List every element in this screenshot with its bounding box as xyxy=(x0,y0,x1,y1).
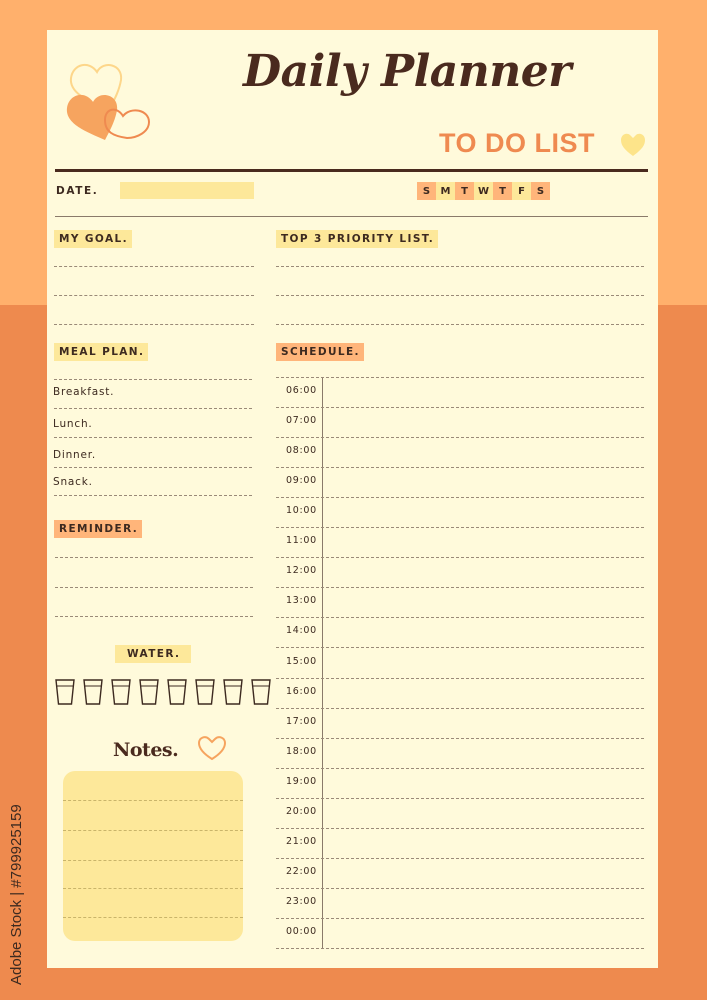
schedule-slot[interactable] xyxy=(323,527,644,557)
heart-icon xyxy=(620,132,646,158)
day-thursday[interactable]: T xyxy=(493,182,512,200)
schedule-slot[interactable] xyxy=(323,798,644,828)
schedule-slot[interactable] xyxy=(323,888,644,918)
day-tuesday[interactable]: T xyxy=(455,182,474,200)
page-subtitle: TO DO LIST xyxy=(439,128,596,158)
schedule-time: 12:00 xyxy=(286,565,317,576)
water-glass-icon[interactable] xyxy=(250,678,272,706)
notes-line xyxy=(63,888,243,889)
schedule-time: 10:00 xyxy=(286,505,317,516)
schedule-time: 17:00 xyxy=(286,716,317,727)
weekday-selector xyxy=(417,182,550,200)
water-glass-icon[interactable] xyxy=(82,678,104,706)
schedule-slot[interactable] xyxy=(323,407,644,437)
schedule-time: 18:00 xyxy=(286,746,317,757)
schedule-time: 08:00 xyxy=(286,445,317,456)
schedule-slot[interactable] xyxy=(323,858,644,888)
meal-line xyxy=(54,379,252,380)
meal-breakfast: Breakfast. xyxy=(53,386,115,398)
water-glass-icon[interactable] xyxy=(138,678,160,706)
date-label: DATE. xyxy=(56,185,99,197)
schedule-slot[interactable] xyxy=(323,708,644,738)
schedule-slot[interactable] xyxy=(323,918,644,948)
notes-line xyxy=(63,830,243,831)
goal-line[interactable] xyxy=(54,295,254,296)
schedule-slot[interactable] xyxy=(323,647,644,677)
schedule-time: 06:00 xyxy=(286,385,317,396)
meal-dinner: Dinner. xyxy=(53,449,97,461)
schedule-slot[interactable] xyxy=(323,617,644,647)
my-goal-label: MY GOAL. xyxy=(54,230,132,248)
page-title: Daily Planner xyxy=(243,46,571,97)
reminder-line[interactable] xyxy=(55,616,253,617)
schedule-slot[interactable] xyxy=(323,497,644,527)
schedule-time: 13:00 xyxy=(286,595,317,606)
priority-line[interactable] xyxy=(276,324,644,325)
meal-line[interactable] xyxy=(54,495,252,496)
heart-outline-icon xyxy=(197,734,227,762)
reminder-label: REMINDER. xyxy=(54,520,142,538)
schedule-label: SCHEDULE. xyxy=(276,343,364,361)
header-divider xyxy=(55,169,648,172)
schedule-time: 16:00 xyxy=(286,686,317,697)
schedule-time: 19:00 xyxy=(286,776,317,787)
water-glass-icon[interactable] xyxy=(222,678,244,706)
hearts-decoration-icon xyxy=(61,58,153,144)
day-saturday[interactable]: S xyxy=(531,182,550,200)
schedule-slot[interactable] xyxy=(323,587,644,617)
goal-line[interactable] xyxy=(54,324,254,325)
notes-line xyxy=(63,860,243,861)
meal-lunch: Lunch. xyxy=(53,418,93,430)
schedule-slot[interactable] xyxy=(323,738,644,768)
schedule-slot[interactable] xyxy=(323,377,644,407)
goal-line[interactable] xyxy=(54,266,254,267)
day-friday[interactable]: F xyxy=(512,182,531,200)
meal-line[interactable] xyxy=(54,408,252,409)
schedule-time: 09:00 xyxy=(286,475,317,486)
schedule-time: 07:00 xyxy=(286,415,317,426)
schedule-time: 23:00 xyxy=(286,896,317,907)
day-wednesday[interactable]: W xyxy=(474,182,493,200)
meal-line[interactable] xyxy=(54,467,252,468)
planner-sheet xyxy=(47,30,658,968)
schedule-time: 00:00 xyxy=(286,926,317,937)
water-glass-icon[interactable] xyxy=(110,678,132,706)
day-sunday[interactable]: S xyxy=(417,182,436,200)
notes-line xyxy=(63,917,243,918)
priority-line[interactable] xyxy=(276,266,644,267)
schedule-slot[interactable] xyxy=(323,828,644,858)
notes-line xyxy=(63,800,243,801)
meal-plan-label: MEAL PLAN. xyxy=(54,343,148,361)
water-glass-icon[interactable] xyxy=(54,678,76,706)
stock-watermark: Adobe Stock | #799925159 xyxy=(8,804,25,985)
date-field[interactable] xyxy=(120,182,254,199)
water-label: WATER. xyxy=(115,645,191,663)
reminder-line[interactable] xyxy=(55,557,253,558)
notes-title: Notes. xyxy=(113,739,179,761)
schedule-slot[interactable] xyxy=(323,437,644,467)
priority-list-label: TOP 3 PRIORITY LIST. xyxy=(276,230,438,248)
water-tracker xyxy=(54,678,272,706)
schedule-time: 20:00 xyxy=(286,806,317,817)
schedule-time: 11:00 xyxy=(286,535,317,546)
date-divider xyxy=(55,216,648,217)
schedule-slot[interactable] xyxy=(323,678,644,708)
reminder-line[interactable] xyxy=(55,587,253,588)
meal-snack: Snack. xyxy=(53,476,93,488)
schedule-slot[interactable] xyxy=(323,557,644,587)
meal-line[interactable] xyxy=(54,437,252,438)
notes-area[interactable] xyxy=(63,771,243,941)
schedule-slot[interactable] xyxy=(323,768,644,798)
schedule-time: 14:00 xyxy=(286,625,317,636)
schedule-slot[interactable] xyxy=(323,467,644,497)
schedule-time: 22:00 xyxy=(286,866,317,877)
water-glass-icon[interactable] xyxy=(194,678,216,706)
water-glass-icon[interactable] xyxy=(166,678,188,706)
priority-line[interactable] xyxy=(276,295,644,296)
schedule-time: 21:00 xyxy=(286,836,317,847)
schedule-line xyxy=(276,948,644,949)
day-monday[interactable]: M xyxy=(436,182,455,200)
schedule-time: 15:00 xyxy=(286,656,317,667)
